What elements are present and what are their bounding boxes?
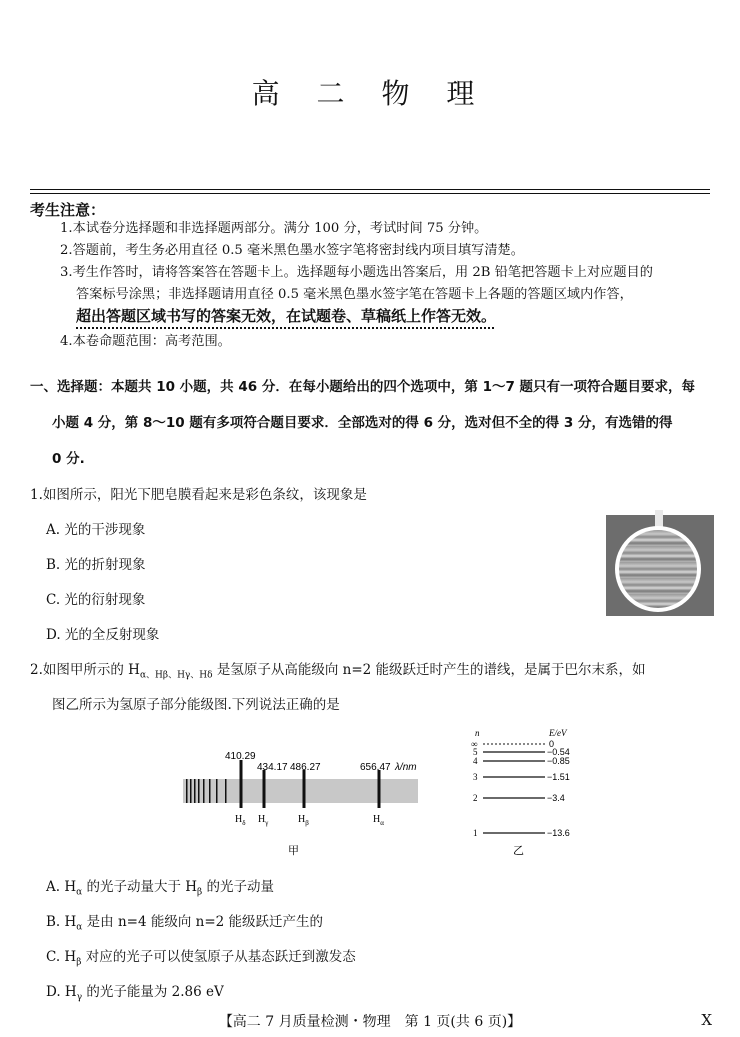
energy-2: −3.4 [547, 793, 565, 803]
notice-item-4: 4.本卷命题范围：高考范围。 [60, 334, 231, 349]
notice-item-1: 1.本试卷分选择题和非选择题两部分。满分 100 分，考试时间 75 分钟。 [60, 221, 488, 236]
wavelength-label-4: 656.47 [360, 762, 391, 773]
spectrum-label-h-gamma: $H_\gamma$ [258, 814, 269, 827]
spectrum-label-h-alpha: $H_\alpha$ [373, 814, 384, 827]
section-heading-line3: 0 分. [52, 451, 85, 467]
energy-inf: 0 [549, 739, 555, 749]
n-label-5: 5 [473, 747, 478, 757]
energy-1: −13.6 [547, 828, 570, 838]
energy-4: −0.85 [547, 756, 570, 766]
n-label-inf: ∞ [471, 739, 478, 749]
page-footer: 【高二 7 月质量检测・物理 第 1 页(共 6 页)】 [218, 1014, 522, 1030]
question-2-stem-line2: 图乙所示为氢原子部分能级图.下列说法正确的是 [52, 697, 340, 713]
spectrum-label-h-delta: $H_\delta$ [235, 814, 246, 827]
question-2-stem-subscripts: α、Hβ、Hγ、Hδ [139, 670, 213, 681]
notice-item-3-cont: 答案标号涂黑；非选择题请用直径 0.5 毫米黑色墨水签字笔在答题卡上各题的答题区域内作答， [76, 287, 633, 302]
question-2-stem-pre: 2.如图甲所示的 H [30, 662, 140, 678]
question-2-stem-post: 是氢原子从高能级向 n=2 能级跃迁时产生的谱线，是属于巴尔末系，如 [212, 662, 646, 678]
wavelength-label-2: 434.17 [257, 762, 288, 773]
question-2-stem-line1 [30, 658, 646, 681]
question-1-option-b: B. 光的折射现象 [46, 557, 146, 573]
spectrum-label-h-beta: $H_\beta$ [298, 814, 309, 827]
spectrum-figure [175, 740, 440, 860]
section-heading-line1: 一、选择题：本题共 10 小题，共 46 分．在每小题给出的四个选项中，第 1～7 题只有一项符合题目要求，每 [30, 379, 696, 395]
question-1-option-c: C. 光的衍射现象 [46, 592, 146, 608]
level-diagram-caption: 乙 [513, 844, 524, 857]
energy-axis-label: E/eV [549, 728, 567, 738]
energy-3: −1.51 [547, 772, 570, 782]
notice-heading: 考生注意： [30, 201, 106, 219]
n-label-3: 3 [473, 772, 478, 782]
question-1-option-d: D. 光的全反射现象 [46, 627, 160, 643]
n-axis-label: n [475, 728, 480, 738]
page-title: 高 二 物 理 [251, 77, 489, 110]
notice-emphasis: 超出答题区域书写的答案无效，在试题卷、草稿纸上作答无效。 [76, 307, 497, 325]
question-2-option-a: A. $H_\alpha$ 的光子动量大于 $H_\beta$ 的光子动量 [46, 879, 275, 898]
spectrum-caption: 甲 [288, 844, 299, 857]
n-label-1: 1 [473, 828, 478, 838]
section-heading-line2: 小题 4 分，第 8～10 题有多项符合题目要求．全部选对的得 6 分，选对但不全的得 3 分，有选错的得 [52, 415, 673, 431]
header-rule [30, 189, 710, 190]
question-1-option-a: A. 光的干涉现象 [46, 522, 146, 538]
energy-5: −0.54 [547, 747, 570, 757]
header-rule-second [30, 193, 710, 194]
notice-item-2: 2.答题前，考生务必用直径 0.5 毫米黑色墨水签字笔将密封线内项目填写清楚。 [60, 243, 524, 258]
wavelength-label-3: 486.27 [290, 762, 321, 773]
question-2-option-d: D. $H_\gamma$ 的光子能量为 2.86 eV [46, 984, 224, 1003]
question-2-option-c: C. $H_\beta$ 对应的光子可以使氢原子从基态跃迁到激发态 [46, 949, 356, 968]
energy-level-diagram [465, 727, 595, 857]
question-2-option-b: B. $H_\alpha$ 是由 n=4 能级向 n=2 能级跃迁产生的 [46, 914, 324, 933]
question-1-stem: 1.如图所示，阳光下肥皂膜看起来是彩色条纹，该现象是 [30, 487, 367, 503]
footer-mark: X [701, 1011, 712, 1029]
wavelength-unit: λ/nm [395, 762, 417, 773]
soap-film-photo-fringes [619, 530, 697, 608]
n-label-4: 4 [473, 756, 478, 766]
n-label-2: 2 [473, 793, 478, 803]
spectrum-band [183, 779, 418, 803]
wavelength-label-1: 410.29 [225, 751, 256, 762]
notice-item-3: 3.考生作答时，请将答案答在答题卡上。选择题每小题选出答案后，用 2B 铅笔把答题卡上对应题目的 [60, 265, 653, 280]
